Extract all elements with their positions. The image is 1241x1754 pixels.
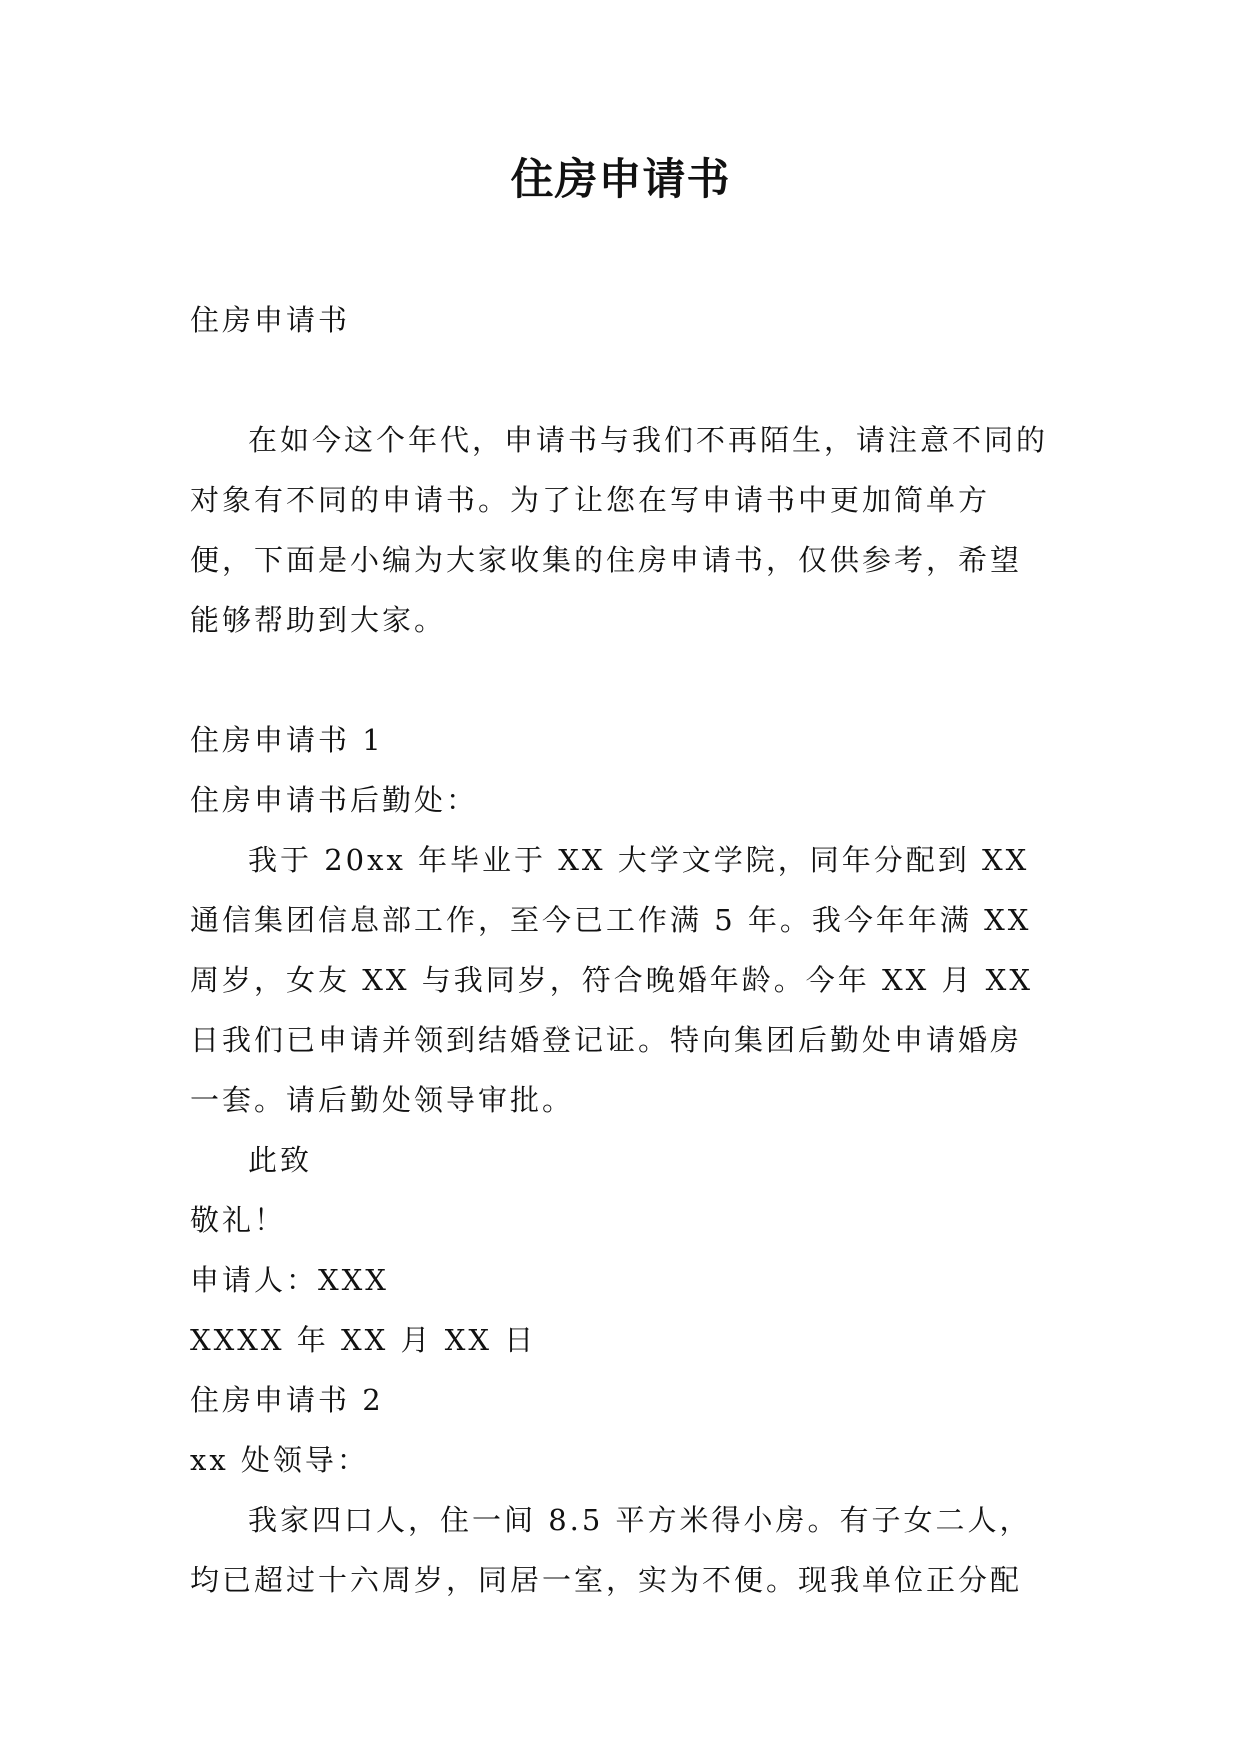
salutation-2: xx 处领导：	[190, 1443, 369, 1477]
section-heading-2: 住房申请书 2	[190, 1383, 384, 1417]
subtitle-paragraph: 住房申请书	[190, 303, 351, 337]
applicant-line: 申请人：XXX	[190, 1263, 389, 1297]
salutation-1: 住房申请书后勤处：	[190, 783, 479, 817]
closing-phrase: 此致	[248, 1143, 313, 1177]
intro-paragraph: 在如今这个年代，申请书与我们不再陌生，请注意不同的对象有不同的申请书。为了让您在写申请书中更加简单方便，下面是小编为大家收集的住房申请书，仅供参考，希望能够帮助到大家。	[190, 423, 1049, 637]
date-line: XXXX 年 XX 月 XX 日	[190, 1323, 537, 1357]
letter-body-1: 我于 20xx 年毕业于 XX 大学文学院，同年分配到 XX 通信集团信息部工作，至今已工作满 5 年。我今年年满 XX 周岁，女友 XX 与我同岁，符合晚婚年龄。今年 XX 月 XX 日我们已申请并领到结婚登记证。特向集团后勤处申请婚房一套。请后勤处领导审批。	[190, 843, 1033, 1117]
closing-salute: 敬礼！	[190, 1203, 287, 1237]
section-heading-1: 住房申请书 1	[190, 723, 384, 757]
document-body	[190, 290, 1050, 1610]
document-title: 住房申请书	[510, 155, 731, 205]
letter-body-2: 我家四口人，住一间 8.5 平方米得小房。有子女二人，均已超过十六周岁，同居一室，实为不便。现我单位正分配	[190, 1503, 1032, 1597]
